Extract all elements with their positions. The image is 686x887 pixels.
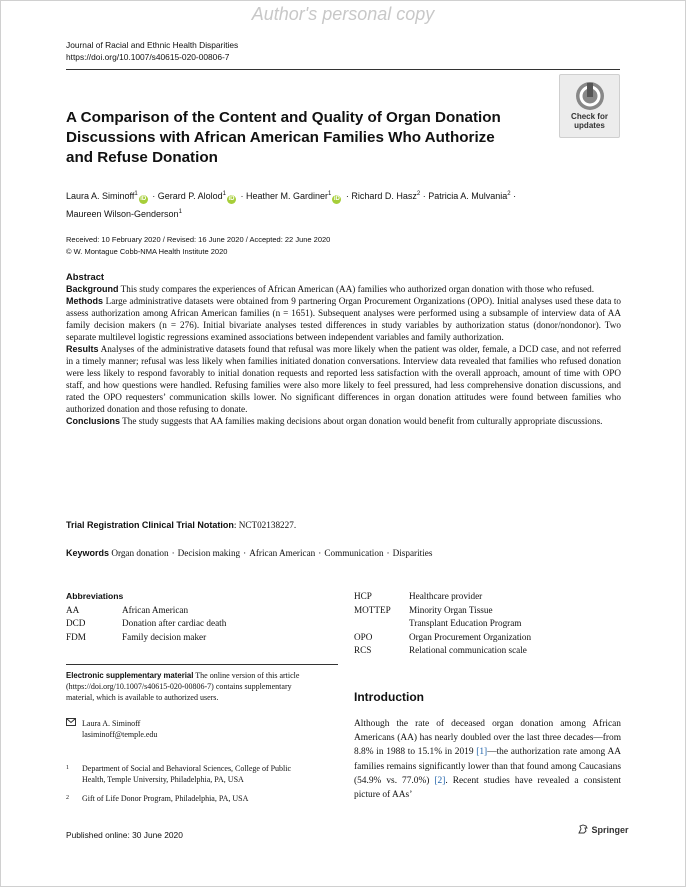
abbr-full: Healthcare provider — [409, 591, 483, 601]
abbr: AA — [66, 604, 80, 615]
author-list: Laura A. Siminoff$^1$iD · Gerard P. Alolod$^1$iD · Heather M. Gardiner$^1$iD · Richard D. Hasz$^2$ · Patricia A. Mulvania$^2$ · Maureen Wilson-Genderson$^1$ — [66, 191, 517, 219]
abstract-results — [66, 343, 621, 415]
author-sup: 1 — [178, 209, 182, 215]
abbr-full: African American — [122, 604, 189, 615]
citation-link[interactable]: [2] — [434, 775, 446, 786]
esm-text: contains supplementary — [213, 682, 292, 691]
author-name[interactable]: Patricia A. Mulvania — [428, 191, 508, 201]
abstract-methods — [66, 295, 621, 343]
keyword-sep: · — [386, 548, 390, 558]
trial-label: Trial Registration — [66, 520, 140, 530]
abbr: FDM — [66, 631, 86, 642]
abbreviations-left — [66, 590, 226, 644]
keywords — [66, 548, 432, 558]
abbr — [354, 617, 409, 631]
abstract-background — [66, 283, 621, 295]
author-sup: 1 — [134, 191, 138, 197]
journal-name: Journal of Racial and Ethnic Health Disparities — [66, 40, 239, 50]
author-name[interactable]: Heather M. Gardiner — [245, 191, 328, 201]
esm-label: Electronic supplementary material — [66, 671, 194, 680]
abstract-heading: Abstract — [66, 271, 105, 282]
title-line: Discussions with African American Families Who Authorize — [66, 129, 495, 146]
introduction-heading: Introduction — [354, 690, 424, 704]
springer-horse-icon — [578, 824, 589, 834]
publisher-logo — [578, 824, 629, 835]
envelope-icon — [66, 718, 82, 740]
author-sup: 2 — [416, 191, 421, 197]
abbr-row — [354, 644, 531, 658]
affiliation-num: 2 — [66, 795, 69, 801]
introduction-text — [354, 717, 621, 802]
badge-line2: updates — [574, 120, 605, 130]
affiliation-num: 1 — [66, 765, 69, 771]
abbr: HCP — [354, 591, 372, 601]
keyword: African American — [249, 548, 316, 558]
abbreviations-table — [354, 590, 531, 658]
author-sup: 1 — [328, 191, 332, 197]
abstract — [66, 271, 621, 427]
esm-text: The online version of this article — [193, 671, 300, 680]
keyword-sep: · — [318, 548, 322, 558]
abbr-row — [66, 631, 226, 645]
section-label: Conclusions — [66, 416, 121, 426]
email-link[interactable]: lasiminoff@temple.edu — [82, 730, 158, 739]
abbr-row — [354, 631, 531, 645]
title-line: and Refuse Donation — [66, 149, 218, 166]
trial-registration — [66, 520, 296, 530]
keyword-sep: · — [243, 548, 247, 558]
abbr-row — [66, 604, 226, 618]
abbr: MOTTEP — [354, 604, 391, 615]
corresponding-author: Laura A. Siminoff — [82, 719, 141, 728]
check-updates-icon — [575, 81, 605, 111]
article-dates — [66, 234, 330, 258]
title-line: A Comparison of the Content and Quality of Organ Donation — [66, 109, 501, 126]
supplementary-note — [66, 670, 338, 703]
check-for-updates-badge[interactable] — [559, 74, 620, 138]
affiliation-text: Department of Social and Behavioral Sciences, College of Public — [82, 764, 292, 773]
esm-text: material, which is available to authorized users. — [66, 693, 219, 702]
envelope-icon-svg — [66, 718, 76, 726]
header-rule — [66, 69, 620, 70]
abbr: DCD — [66, 618, 86, 628]
copyright: © W. Montague Cobb-NMA Health Institute 2020 — [66, 247, 228, 256]
section-text: Large administrative datasets were obtained from 9 partnering Organ Procurement Organizations (OPO). Initial analyses used these data to assess authorization among African American families (n = 1651). Subsequent analyses were performed using a subsample of interview data of AA family decision makers (n = 276). Initial bivariate analyses tested differences in study variables by authorization status (donor/nondonor). Two separate multilevel logistic regressions examined associations between independent variables and family authorization. — [66, 296, 621, 342]
abbr-row — [354, 617, 531, 631]
author-name[interactable]: Maureen Wilson-Genderson — [66, 209, 179, 219]
abbreviations-right — [354, 590, 531, 658]
section-label: Methods — [66, 296, 103, 306]
section-text: The study suggests that AA families making decisions about organ donation would benefit from culturally appropriate discussions. — [122, 416, 603, 426]
section-text: This study compares the experiences of African American (AA) families who authorized organ donation with those who refused. — [120, 284, 595, 294]
intro-text: . Recent studies have revealed a consistent picture of AAs’ — [354, 775, 621, 801]
abbr-row — [354, 604, 531, 618]
publisher-name: Springer — [591, 825, 629, 835]
watermark: Author's personal copy — [251, 4, 435, 24]
correspondence-table — [66, 718, 157, 740]
keyword: Decision making — [177, 548, 241, 558]
author-name[interactable]: Richard D. Hasz — [351, 191, 417, 201]
abbreviations-table — [66, 604, 226, 645]
abbr: OPO — [354, 631, 373, 642]
author-sup: 2 — [507, 191, 511, 197]
citation-link[interactable]: [1] — [476, 747, 488, 758]
abbr-row — [66, 617, 226, 631]
affiliation-text: Gift of Life Donor Program, Philadelphia, PA, USA — [82, 794, 249, 803]
keyword: Disparities — [392, 548, 433, 558]
keyword-sep: · — [171, 548, 175, 558]
badge-line1: Check for — [571, 112, 608, 121]
abbr-row — [354, 590, 531, 604]
abbr-full: Family decision maker — [122, 631, 207, 642]
author-name[interactable]: Laura A. Siminoff — [66, 191, 135, 201]
esm-link[interactable]: (https://doi.org/10.1007/s40615-020-00806-7) — [66, 682, 214, 691]
abbr: RCS — [354, 645, 372, 655]
keywords-label: Keywords — [66, 548, 110, 558]
affiliation-text: Health, Temple University, Philadelphia, PA, USA — [82, 775, 244, 784]
author-name[interactable]: Gerard P. Alolod — [157, 191, 223, 201]
article-title — [66, 108, 526, 168]
trial-value: : NCT02138227. — [233, 520, 297, 530]
footnote-rule — [66, 664, 338, 665]
published-date: Published online: 30 June 2020 — [66, 830, 183, 840]
abbr-full: Relational communication scale — [409, 645, 527, 655]
intro-text: Although the rate of deceased organ donation among African Americans (AA) has nearly doubled over the last three decades—from 8.8% in 1988 to 15.1% in 2019 — [354, 719, 621, 758]
abbreviations-heading: Abbreviations — [66, 591, 124, 601]
author-sup: 1 — [222, 191, 226, 197]
abstract-conclusions — [66, 415, 621, 427]
affiliation-2 — [66, 793, 346, 806]
doi-link[interactable]: https://doi.org/10.1007/s40615-020-00806-7 — [66, 52, 230, 62]
keyword: Organ donation — [111, 548, 169, 558]
orcid-icon[interactable]: iD — [228, 196, 235, 202]
keyword: Communication — [324, 548, 384, 558]
history-dates: Received: 10 February 2020 / Revised: 16 June 2020 / Accepted: 22 June 2020 — [66, 235, 331, 244]
affiliation-1 — [66, 763, 346, 785]
abbr-full: Minority Organ Tissue — [409, 604, 493, 615]
section-label: Background — [66, 284, 119, 294]
abbr-full: Donation after cardiac death — [122, 618, 227, 628]
orcid-icon[interactable]: iD — [140, 196, 147, 202]
abbr-full: Organ Procurement Organization — [409, 631, 532, 642]
trial-label2: Clinical Trial Notation — [141, 520, 234, 530]
intro-text: —the authorization rate among AA families remains significantly lower than that found among Caucasians (54.9% vs. 77.0%) — [354, 747, 621, 786]
abbr-full: Transplant Education Program — [409, 618, 522, 628]
correspondence — [66, 718, 157, 740]
section-text: Analyses of the administrative datasets found that refusal was more likely when the patient was older, female, a DCD case, and not referred in a timely manner; refusal was less likely when families initiated donation conversations. Interview data revealed that families who refused donation were less likely to respond favorably to initial donation requests and reported less satisfaction with the overall approach, amount of time with OPO staff, and how questions were handled. Refusing families were also more likely to feel pressured, had less comprehensive donation discussions, and rated the OPO requesters’ communication skills lower. No significant differences in organ donation attitudes were found between families who authorized donation and those refusing to donate. — [66, 344, 621, 414]
orcid-icon[interactable]: iD — [333, 196, 340, 202]
section-label: Results — [66, 344, 99, 354]
journal-header — [66, 39, 238, 63]
